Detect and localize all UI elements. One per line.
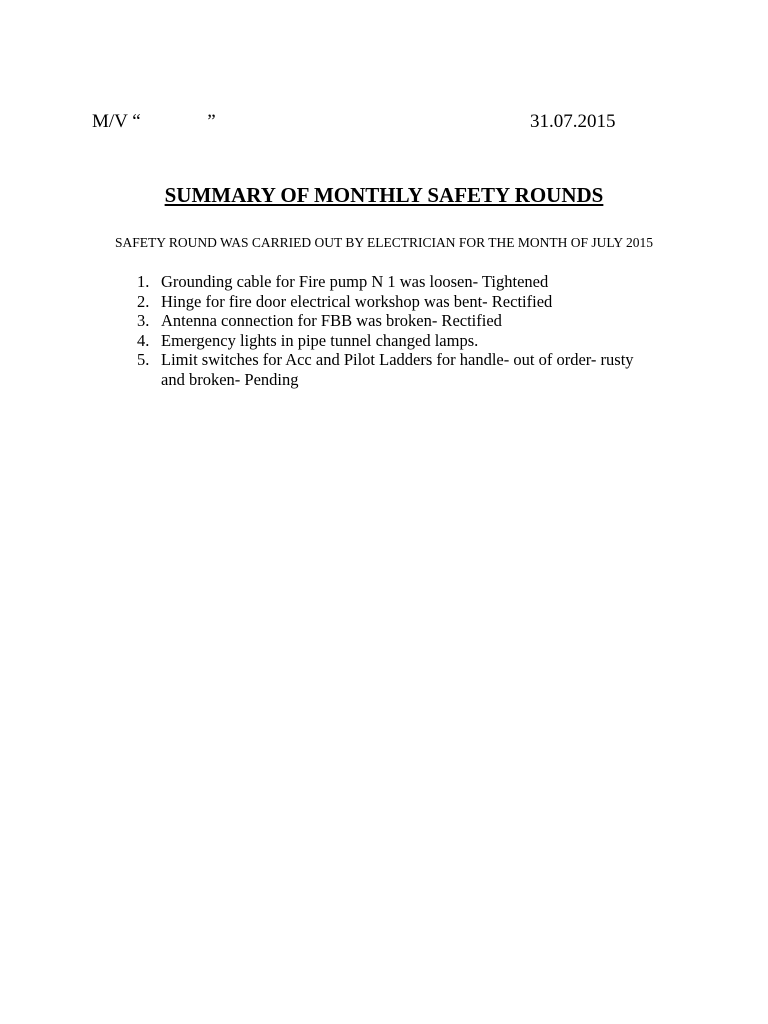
list-item xyxy=(137,331,657,351)
list-item xyxy=(137,292,657,312)
item-number: 1. xyxy=(137,272,150,291)
intro-text: SAFETY ROUND WAS CARRIED OUT BY ELECTRICIAN FOR THE MONTH OF JULY 2015 xyxy=(115,235,653,250)
item-text: Antenna connection for FBB was broken- Rectified xyxy=(161,311,502,330)
list-item xyxy=(137,272,657,292)
document-title: SUMMARY OF MONTHLY SAFETY ROUNDS xyxy=(164,183,604,207)
findings-list xyxy=(137,272,657,389)
item-number: 2. xyxy=(137,291,150,311)
item-text: Grounding cable for Fire pump N 1 was loosen- Tightened xyxy=(161,272,549,291)
list-item xyxy=(137,350,657,389)
item-text: Hinge for fire door electrical workshop was bent- Rectified xyxy=(161,291,553,311)
item-number: 3. xyxy=(137,311,150,330)
item-text: Limit switches for Acc and Pilot Ladders for handle- out of order- rusty and broken- Pending xyxy=(161,350,634,389)
item-number: 4. xyxy=(137,330,150,350)
item-text: Emergency lights in pipe tunnel changed lamps. xyxy=(161,330,479,350)
list-item xyxy=(137,311,657,331)
report-date: 31.07.2015 xyxy=(530,111,616,132)
item-number: 5. xyxy=(137,350,150,369)
vessel-name: M/V “ ” xyxy=(92,111,216,132)
